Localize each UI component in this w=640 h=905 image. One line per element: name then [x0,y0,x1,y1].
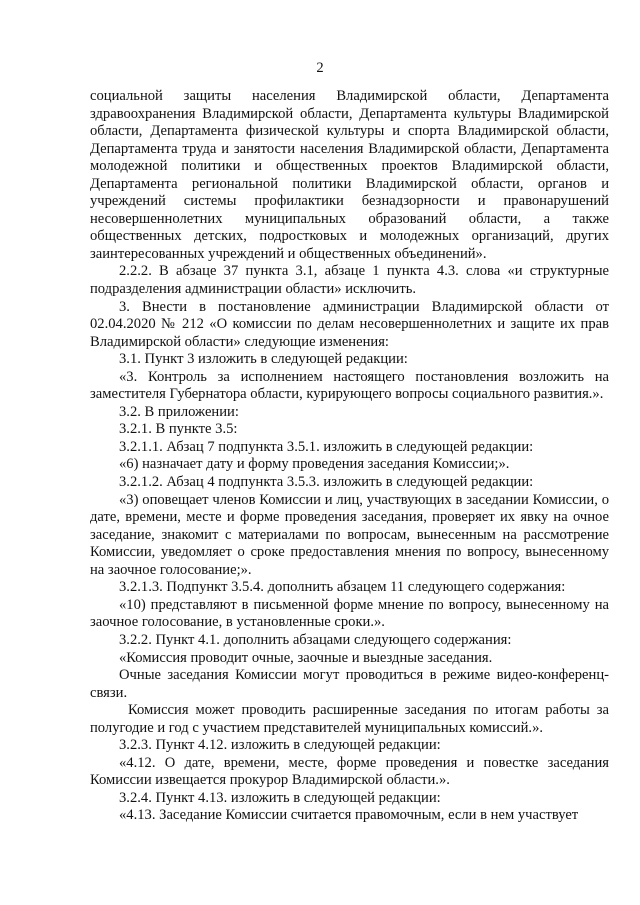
document-body [90,88,609,825]
paragraph: «3) оповещает членов Комиссии и лиц, участвующих в заседании Комиссии, о дате, времени, месте и форме проведения заседания, проверяет их явку на очное заседание, знакомит с материалами по вопросам, вынесенным на рассмотрение Комиссии, уведомляет о сроке предоставления мнения по вопросу, вынесенному на заочное голосование;». [90,491,609,578]
page-number: 2 [316,60,324,76]
paragraph: 3.2.1.1. Абзац 7 подпункта 3.5.1. изложить в следующей редакции: [119,438,534,455]
paragraph: 3.2.2. Пункт 4.1. дополнить абзацами следующего содержания: [119,631,512,648]
paragraph: «10) представляют в письменной форме мнение по вопросу, вынесенному на заочное голосование, в установленные сроки.». [90,596,609,631]
paragraph: Очные заседания Комиссии могут проводиться в режиме видео-конференц-связи. [90,667,609,701]
paragraph: «6) назначает дату и форму проведения заседания Комиссии;». [119,456,510,473]
paragraph: 3.1. Пункт 3 изложить в следующей редакции: [119,351,408,368]
paragraph: «Комиссия проводит очные, заочные и выездные заседания. [119,649,493,666]
paragraph: «4.13. Заседание Комиссии считается правомочным, если в нем участвует [119,807,579,824]
paragraph: Комиссия может проводить расширенные заседания по итогам работы за полугодие и год с участием представителей муниципальных комиссий.». [90,702,609,736]
paragraph: «3. Контроль за исполнением настоящего постановления возложить на заместителя Губернатора области, курирующего вопросы социального развития.». [90,368,609,403]
paragraph: 3.2.3. Пункт 4.12. изложить в следующей редакции: [119,737,441,754]
paragraph: 3.2.1. В пункте 3.5: [119,421,238,438]
paragraph: 3.2.1.2. Абзац 4 подпункта 3.5.3. изложить в следующей редакции: [119,474,534,491]
paragraph: 2.2.2. В абзаце 37 пункта 3.1, абзаце 1 пункта 4.3. слова «и структурные подразделения администрации области» исключить. [90,263,609,298]
paragraph: «4.12. О дате, времени, месте, форме проведения и повестке заседания Комиссии извещается прокурор Владимирской области.». [90,754,609,789]
paragraph: 3.2.4. Пункт 4.13. изложить в следующей редакции: [119,789,441,806]
paragraph: 3.2.1.3. Подпункт 3.5.4. дополнить абзацем 11 следующего содержания: [119,579,566,596]
paragraph: 3. Внести в постановление администрации Владимирской области от 02.04.2020 № 212 «О комиссии по делам несовершеннолетних и защите их прав Владимирской области» следующие изменения: [90,298,609,350]
paragraph: 3.2. В приложении: [119,403,239,420]
paragraph: социальной защиты населения Владимирской области, Департамента здравоохранения Владимирской области, Департамента культуры Владимирской области, Департамента физической культуры и спорта Владимирской области, Департамента труда и занятости населения Владимирской области, Департамента молодежной политики и общественных проектов Владимирской области, Департамента региональной политики Владимирской области, органов и учреждений системы профилактики безнадзорности и правонарушений несовершеннолетних муниципальных образований области, а также общественных детских, подростковых и молодежных организаций, других заинтересованных учреждений и общественных объединений». [90,88,609,262]
